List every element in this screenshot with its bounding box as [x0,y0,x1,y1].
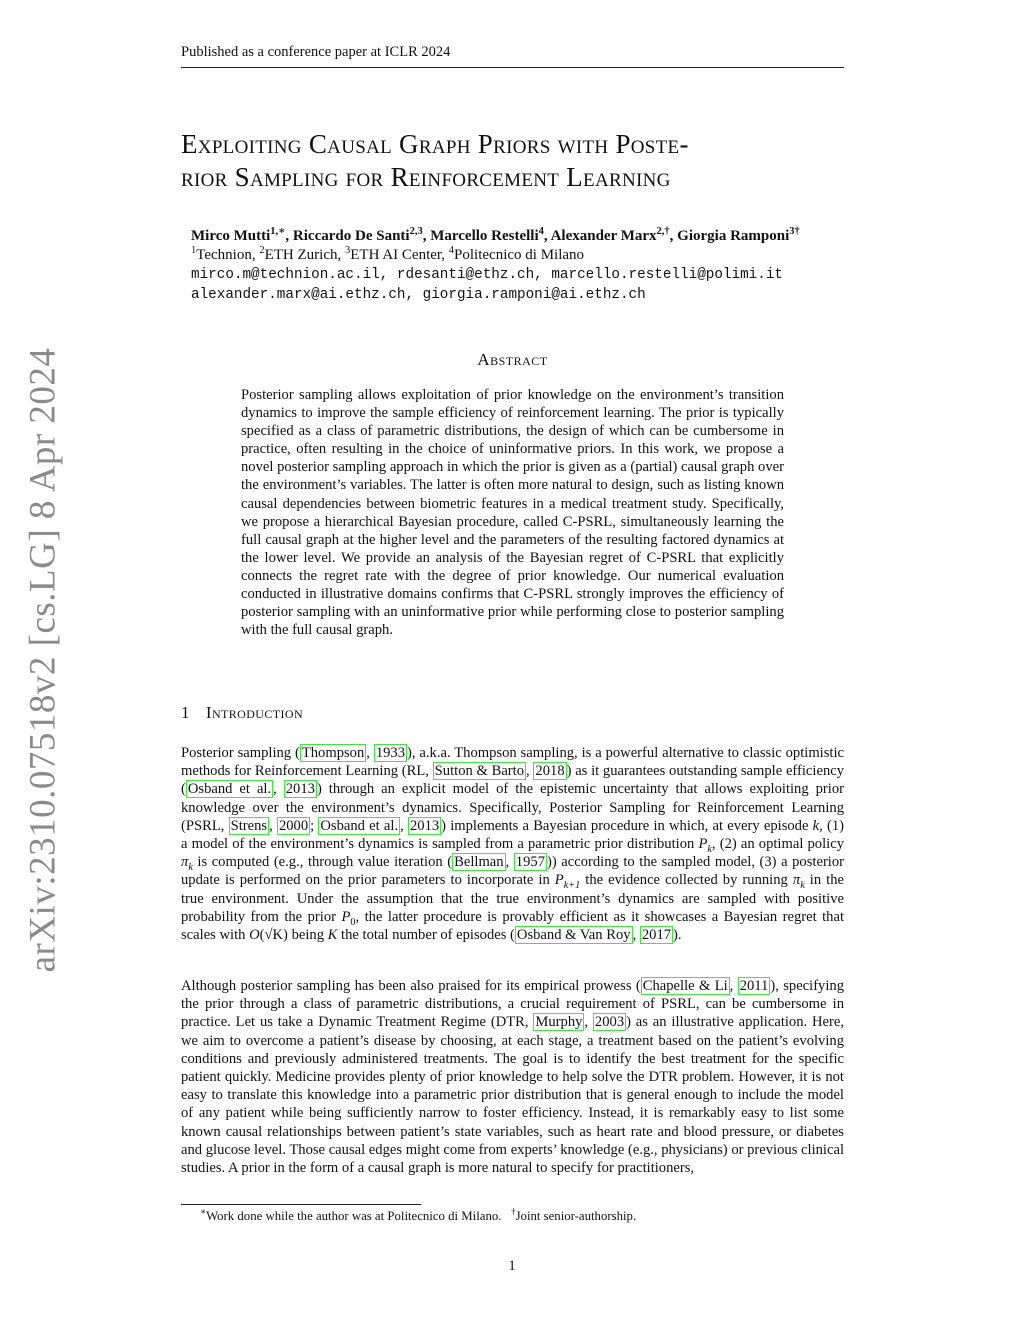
citation-link[interactable]: 2017 [641,927,672,944]
abstract-text: Posterior sampling allows exploitation of prior knowledge on the environment’s transition dynamics to improve the sample efficiency of reinforcement learning. The prior is typically specified as a class of parametric distributions, the design of which can be cumbersome in practice, often resulting in the choice of uninformative priors. In this work, we propose a novel posterior sampling approach in which the prior is given as a (partial) causal graph over the environment’s variables. The latter is often more natural to design, such as listing known causal dependencies between biometric features in a medical treatment study. Specifically, we propose a hierarchical Bayesian procedure, called C-PSRL, simultaneously learning the full causal graph at the higher level and the parameters of the resulting factored dynamics at the lower level. We provide an analysis of the Bayesian regret of C-PSRL that explicitly connects the regret rate with the degree of prior knowledge. Our numerical evaluation conducted in illustrative domains confirms that C-PSRL strongly improves the efficiency of posterior sampling with an uninformative prior while performing close to posterior sampling with the full causal graph. [241,387,784,639]
affiliations: $^1$Technion, $^2$ETH Zurich, $^3$ETH AI Center, $^4$Politecnico di Milano [191,245,585,263]
citation-link[interactable]: 2003 [594,1014,625,1031]
section-title: Introduction [205,703,304,722]
author-names: Mirco Mutti$^{1,∗}$, Riccardo De Santi$^{2,3}$, Marcello Restelli$^4$, Alexander Marx$^{2,\dagger}$, Giorgia Ramponi$^{3\dagger}$ [191,226,800,244]
title-line-2: rior Sampling for Reinforcement Learning [181,162,671,192]
citation-link[interactable]: 2011 [739,978,769,994]
math-P: P [341,908,351,925]
citation-link[interactable]: 1933 [375,745,406,761]
running-header: Published as a conference paper at ICLR 2024 [181,44,844,68]
page-number: 1 [508,1258,516,1274]
citation-link[interactable]: 2013 [409,817,440,834]
arxiv-stamp [18,347,68,973]
citation-link[interactable]: Sutton & Barto [434,763,525,780]
math-sqrt: (√K) [259,927,288,944]
paragraph-1: Posterior sampling ( Thompson , 1933 ), a.k.a. Thompson sampling, is a powerful alternative to classic optimistic methods for Reinforcement Learning (RL, Sutton & Barto , 2018 ) as it guarantees outstanding sample efficiency ( Osband et al. , 2013 ) through an explicit model of the epistemic uncertainty that allows exploiting prior knowledge over the environment’s dynamics. Specifically, Posterior Sampling for Reinforcement Learning (PSRL, Strens , 2000 ; Osband et al. , 2013 ) implements a Bayesian procedure in which, at every episode k, (1) a model of the environment’s dynamics is sampled from a parametric prior distribution $P_k$, (2) an optimal policy $\pi_k$ is computed (e.g., through value iteration ( Bellman , 1957 )) according to the sampled model, (3) a posterior update is performed on the prior parameters to incorporate in $P_{k+1}$ the evidence collected by running $\pi_k$ in the true environment. Under the assumption that the true environment’s dynamics are sampled with positive probability from the prior $P_0$, the latter procedure is provably efficient as it showcases a Bayesian regret that scales with O(√K) being K the total number of episodes ( Osband & Van Roy , 2017 ). [181,745,845,944]
citation-link[interactable]: Strens [230,817,268,834]
math-P: P [698,836,708,853]
citation-link[interactable]: Thompson [301,745,365,761]
email-line-1: mirco.m@technion.ac.il, rdesanti@ethz.ch, marcello.restelli@polimi.it [191,267,783,283]
math-P: P [554,872,564,889]
footnote: ∗Work done while the author was at Politecnico di Milano. †Joint senior-authorship. [200,1206,637,1223]
author-mark: 2,3 [409,226,423,237]
author-block [191,227,871,305]
author-name: Giorgia Ramponi [677,228,790,244]
math-pi: π [181,854,189,871]
author-mark: 1,∗ [270,226,286,237]
paragraph-2: Although posterior sampling has been also praised for its empirical prowess ( Chapelle & Li , 2011 ), specifying the prior through a class of parametric distributions, a crucial requirement of PSRL, can be cumbersome in practice. Let us take a Dynamic Treatment Regime (DTR, Murphy , 2003 ) as an illustrative application. Here, we aim to overcome a patient’s disease by choosing, at each stage, a treatment based on the patient’s evolving conditions and previously administered treatments. The goal is to identify the best treatment for the specific patient quickly. Medicine provides plenty of prior knowledge to help solve the DTR problem. However, it is not easy to translate this knowledge into a parametric prior distribution that is general enough to include the model of any patient while being sufficiently narrow to foster efficiency. Instead, it is remarkably easy to list some known causal relationships between patient’s state variables, such as heart rate and blood pressure, or diabetes and glucose level. Those causal edges might come from experts’ knowledge (e.g., physicians) or previous clinical studies. A prior in the form of a causal graph is more natural to specify for practitioners, [181,978,845,1177]
citation-link[interactable]: Murphy [535,1014,583,1031]
footnote-rule [181,1204,421,1205]
author-name: Mirco Mutti [191,228,271,244]
author-name: Riccardo De Santi [292,228,410,244]
section-heading [181,703,303,723]
citation-link[interactable]: 2000 [278,817,309,834]
email-line-2: alexander.marx@ai.ethz.ch, giorgia.ramponi@ai.ethz.ch [191,287,646,303]
math-pi: π [792,872,801,889]
title-line-1: Exploiting Causal Graph Priors with Poste- [181,129,689,159]
math-O: O [249,927,260,944]
math-k: k [812,817,820,834]
citation-link[interactable]: Bellman [454,854,504,871]
author-mark: 2,† [656,226,670,237]
citation-link[interactable]: 1957 [515,854,545,871]
author-mark: 3† [789,226,800,237]
abstract-heading: Abstract [477,350,548,369]
citation-link[interactable]: Osband et al. [187,781,272,798]
author-mark: 4 [538,226,544,237]
arxiv-stamp-text: arXiv:2310.07518v2 [cs.LG] 8 Apr 2024 [22,347,64,973]
paper-title [181,128,871,194]
section-number: 1 [181,703,190,722]
author-name: Alexander Marx [550,228,657,244]
citation-link[interactable]: 2013 [285,781,315,798]
citation-link[interactable]: Osband et al. [320,817,399,834]
math-K: K [327,927,338,944]
citation-link[interactable]: Osband & Van Roy [516,927,631,944]
citation-link[interactable]: 2018 [535,763,565,780]
author-name: Marcello Restelli [430,228,539,244]
citation-link[interactable]: Chapelle & Li [642,978,728,994]
